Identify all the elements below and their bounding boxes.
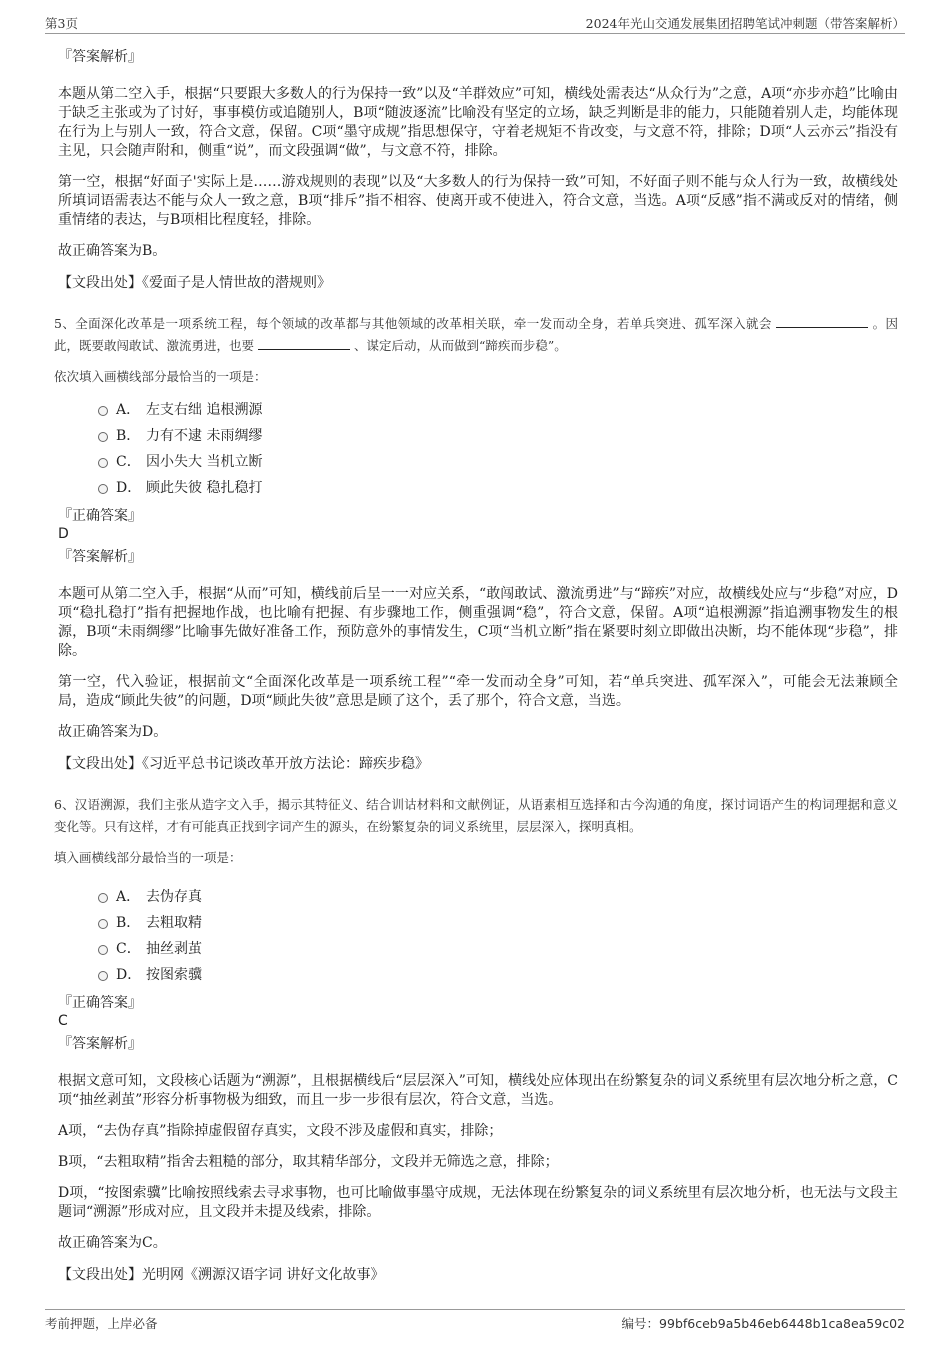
option-letter: A． [116, 889, 141, 905]
q5-analysis-para: 第一空，代入验证，根据前文“全面深化改革是一项系统工程”“牵一发而动全身”可知，若“单兵突进、孤军深入”，可能会无法兼顾全局，造成“顾此失彼”的问题，D项“顾此失彼”意思是顾了这个，丢了那个，符合文意，当选。 [58, 674, 898, 709]
q6-option-c[interactable] [96, 936, 898, 962]
q6-option-d-analysis: D项，“按图索骥”比喻按照线索去寻求事物，也可比喻做事墨守成规，无法体现在纷繁复杂的词义系统里有层次地分析，也无法与文段主题词“溯源”形成对应，且文段并未提及线索，排除。 [58, 1185, 898, 1220]
q6-option-b[interactable] [96, 910, 898, 936]
q5-stem-part-2: 。因此，既要敢闯敢试、激流勇进，也要 [54, 316, 898, 353]
radio-icon[interactable] [98, 893, 108, 903]
option-text: 顾此失彼 稳扎稳打 [146, 480, 263, 496]
q6-option-a[interactable] [96, 884, 898, 910]
document-id [622, 1314, 905, 1332]
option-letter: C． [116, 454, 141, 470]
page-number: 第3页 [45, 16, 78, 31]
document-title: 2024年光山交通发展集团招聘笔试冲刺题（带答案解析） [585, 16, 905, 31]
page-content [54, 47, 898, 1305]
q6-answer: C [58, 1013, 68, 1029]
q5-option-b[interactable] [96, 423, 898, 449]
option-letter: B． [116, 428, 141, 444]
q4-analysis-para: 本题从第二空入手，根据“只要跟大多数人的行为保持一致”以及“羊群效应”可知，横线处需表达“从众行为”之意，A项“亦步亦趋”比喻由于缺乏主张或为了讨好，事事模仿或追随别人，B项“随波逐流”比喻没有坚定的立场，缺乏判断是非的能力，只能随着别人走，均能体现在行为上与别人一致，符合文意，保留。C项“墨守成规”指思想保守，守着老规矩不肯改变，与文意不符，排除；D项“人云亦云”指没有主见，只会随声附和，侧重“说”，而文段强调“做”，与文意不符，排除。 [58, 86, 898, 159]
q5-option-c[interactable] [96, 449, 898, 475]
option-letter: B． [116, 915, 141, 931]
footer-divider [45, 1309, 905, 1310]
option-text: 抽丝剥茧 [146, 941, 202, 957]
q5-answer: D [58, 526, 69, 542]
q5-conclusion: 故正确答案为D。 [58, 724, 168, 740]
document-id-value: 99bf6ceb9a5b46eb6448b1ca8ea59c02 [659, 1316, 905, 1331]
q5-option-a[interactable] [96, 397, 898, 423]
q6-prompt: 填入画横线部分最恰当的一项是： [54, 850, 242, 865]
radio-icon[interactable] [98, 919, 108, 929]
option-letter: D． [116, 967, 142, 983]
page-header [45, 14, 905, 32]
q5-option-d[interactable] [96, 475, 898, 501]
q6-source: 【文段出处】光明网《溯源汉语字词 讲好文化故事》 [58, 1267, 385, 1283]
q6-conclusion: 故正确答案为C。 [58, 1235, 167, 1251]
option-letter: A． [116, 402, 141, 418]
q5-stem [54, 313, 898, 357]
q5-analysis-para: 本题可从第二空入手，根据“从而”可知，横线前后呈一一对应关系，“敢闯敢试、激流勇进”与“蹄疾”对应，故横线处应与“步稳”对应，D项“稳扎稳打”指有把握地作战，也比喻有把握、有步骤地工作，侧重强调“稳”，符合文意，保留。A项“追根溯源”指追溯事物发生的根源，B项“未雨绸缪”比喻事先做好准备工作，预防意外的事情发生，C项“当机立断”指在紧要时刻立即做出决断，均不能体现“步稳”，排除。 [58, 586, 898, 659]
document-id-label: 编号： [621, 1316, 660, 1331]
q5-answer-tag: 『正确答案』 [58, 508, 142, 524]
option-letter: D． [116, 480, 142, 496]
q6-option-d[interactable] [96, 962, 898, 988]
radio-icon[interactable] [98, 945, 108, 955]
q5-prompt: 依次填入画横线部分最恰当的一项是： [54, 369, 267, 384]
q4-source: 【文段出处】《爱面子是人情世故的潜规则》 [58, 275, 331, 291]
radio-icon[interactable] [98, 406, 108, 416]
radio-icon[interactable] [98, 432, 108, 442]
q5-stem-part-1: 5、全面深化改革是一项系统工程，每个领域的改革都与其他领域的改革相关联，牵一发而动全身，若单兵突进、孤军深入就会 [54, 316, 772, 331]
q5-source: 【文段出处】《习近平总书记谈改革开放方法论：蹄疾步稳》 [58, 756, 429, 772]
q5-analysis-tag: 『答案解析』 [58, 549, 142, 565]
q5-stem-part-3: 、谋定后动，从而做到“蹄疾而步稳”。 [353, 338, 567, 353]
option-text: 因小失大 当机立断 [146, 454, 263, 470]
option-text: 力有不逮 未雨绸缪 [146, 428, 263, 444]
option-text: 按图索骥 [146, 967, 202, 983]
q5-blank-1 [776, 315, 868, 328]
option-text: 去粗取精 [146, 915, 202, 931]
q6-analysis-tag: 『答案解析』 [58, 1036, 142, 1052]
q6-analysis-para: 根据文意可知，文段核心话题为“溯源”，且根据横线后“层层深入”可知，横线处应体现出在纷繁复杂的词义系统里有层次地分析之意，C项“抽丝剥茧”形容分析事物极为细致，而且一步一步很有层次，符合文意，当选。 [58, 1073, 898, 1108]
radio-icon[interactable] [98, 458, 108, 468]
option-text: 左支右绌 追根溯源 [146, 402, 263, 418]
q6-option-b-analysis: B项，“去粗取精”指舍去粗糙的部分，取其精华部分，文段并无筛选之意，排除； [58, 1154, 559, 1170]
q6-options [96, 884, 898, 988]
q5-options [96, 397, 898, 501]
radio-icon[interactable] [98, 484, 108, 494]
q4-analysis-para: 第一空，根据“好面子'实际上是……游戏规则的表现”以及“大多数人的行为保持一致”可知，不好面子则不能与众人行为一致，故横线处所填词语需表达不能与众人一致之意，B项“排斥”指不相容、使离开或不使进入，符合文意，当选。A项“反感”指不满或反对的情绪，侧重情绪的表达，与B项相比程度轻，排除。 [58, 174, 898, 228]
q6-option-a-analysis: A项，“去伪存真”指除掉虚假留存真实，文段不涉及虚假和真实，排除； [58, 1123, 503, 1139]
q5-blank-2 [258, 337, 350, 350]
header-divider [45, 33, 905, 34]
q4-analysis-tag: 『答案解析』 [58, 49, 142, 65]
footer-slogan: 考前押题，上岸必备 [45, 1316, 158, 1331]
radio-icon[interactable] [98, 971, 108, 981]
q4-conclusion: 故正确答案为B。 [58, 243, 167, 259]
q6-stem: 6、汉语溯源，我们主张从造字文入手，揭示其特征义、结合训诂材料和文献例证，从语素相互选择和古今沟通的角度，探讨词语产生的构词理据和意义变化等。只有这样，才有可能真正找到字词产生的源头，在纷繁复杂的词义系统里，层层深入，探明真相。 [54, 797, 898, 834]
option-letter: C． [116, 941, 141, 957]
option-text: 去伪存真 [146, 889, 202, 905]
q6-answer-tag: 『正确答案』 [58, 995, 142, 1011]
